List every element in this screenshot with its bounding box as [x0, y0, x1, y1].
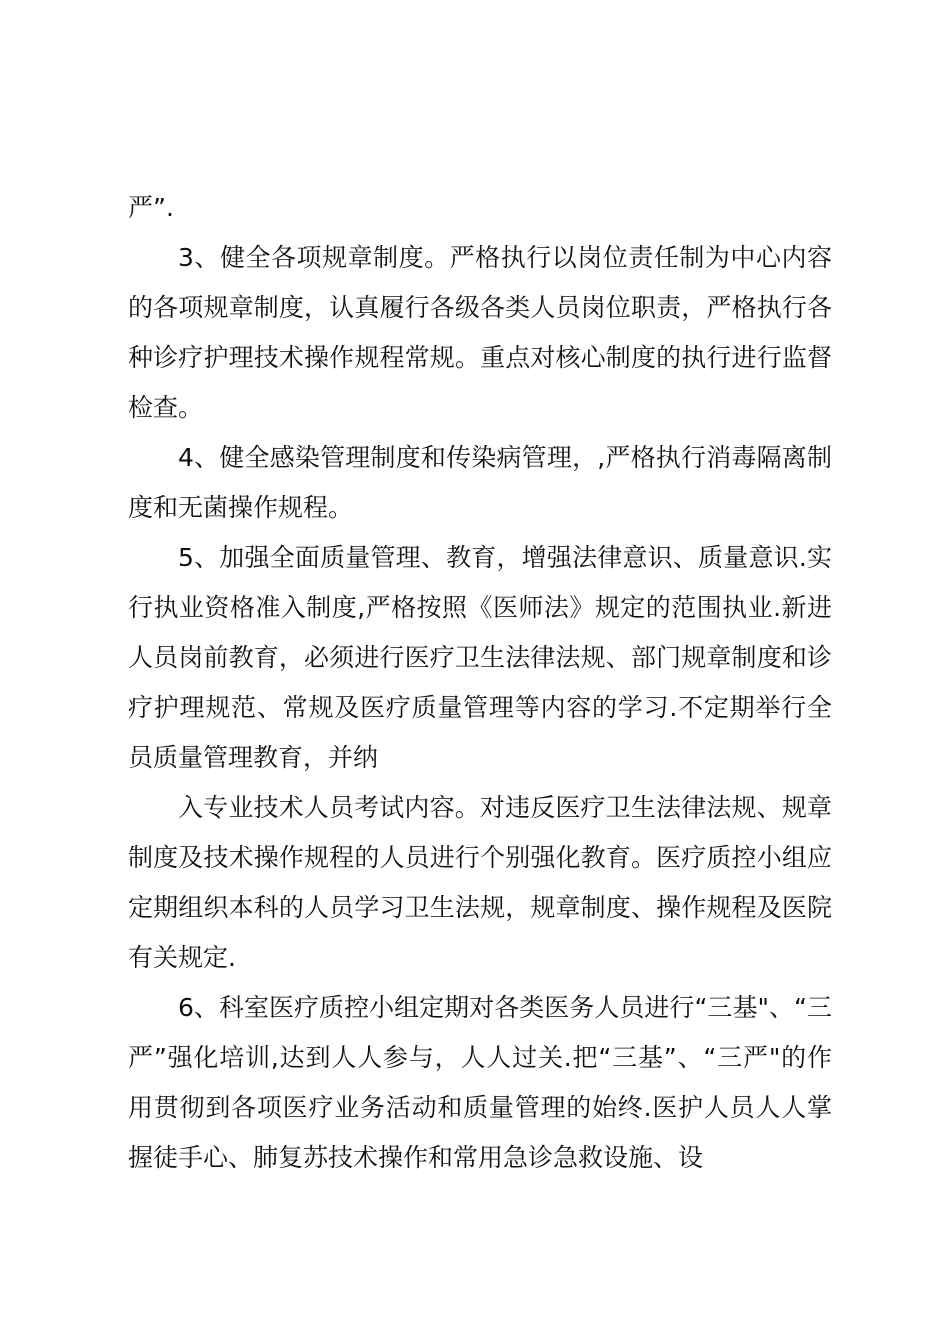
paragraph-item-5: 5、加强全面质量管理、教育，增强法律意识、质量意识.实行执业资格准入制度,严格按照《医师法》规定的范围执业.新进人员岗前教育，必须进行医疗卫生法律法规、部门规章制度和诊疗护理规范、常规及医疗质量管理等内容的学习.不定期举行全员质量管理教育，并纳	[128, 543, 832, 772]
paragraph-continuation: 严”.	[128, 193, 174, 222]
paragraph-item-4: 4、健全感染管理制度和传染病管理，,严格执行消毒隔离制度和无菌操作规程。	[128, 443, 832, 522]
document-body	[128, 183, 832, 1183]
paragraph-item-6: 6、科室医疗质控小组定期对各类医务人员进行“三基"、“三严”强化培训,达到人人参与，人人过关.把“三基”、“三严"的作用贯彻到各项医疗业务活动和质量管理的始终.医护人员人人掌握徒手心、肺复苏技术操作和常用急诊急救设施、设	[128, 993, 832, 1172]
paragraph-item-5-continued: 入专业技术人员考试内容。对违反医疗卫生法律法规、规章制度及技术操作规程的人员进行个别强化教育。医疗质控小组应定期组织本科的人员学习卫生法规，规章制度、操作规程及医院有关规定.	[128, 793, 832, 972]
paragraph-item-3: 3、健全各项规章制度。严格执行以岗位责任制为中心内容的各项规章制度，认真履行各级各类人员岗位职责，严格执行各种诊疗护理技术操作规程常规。重点对核心制度的执行进行监督检查。	[128, 243, 832, 422]
